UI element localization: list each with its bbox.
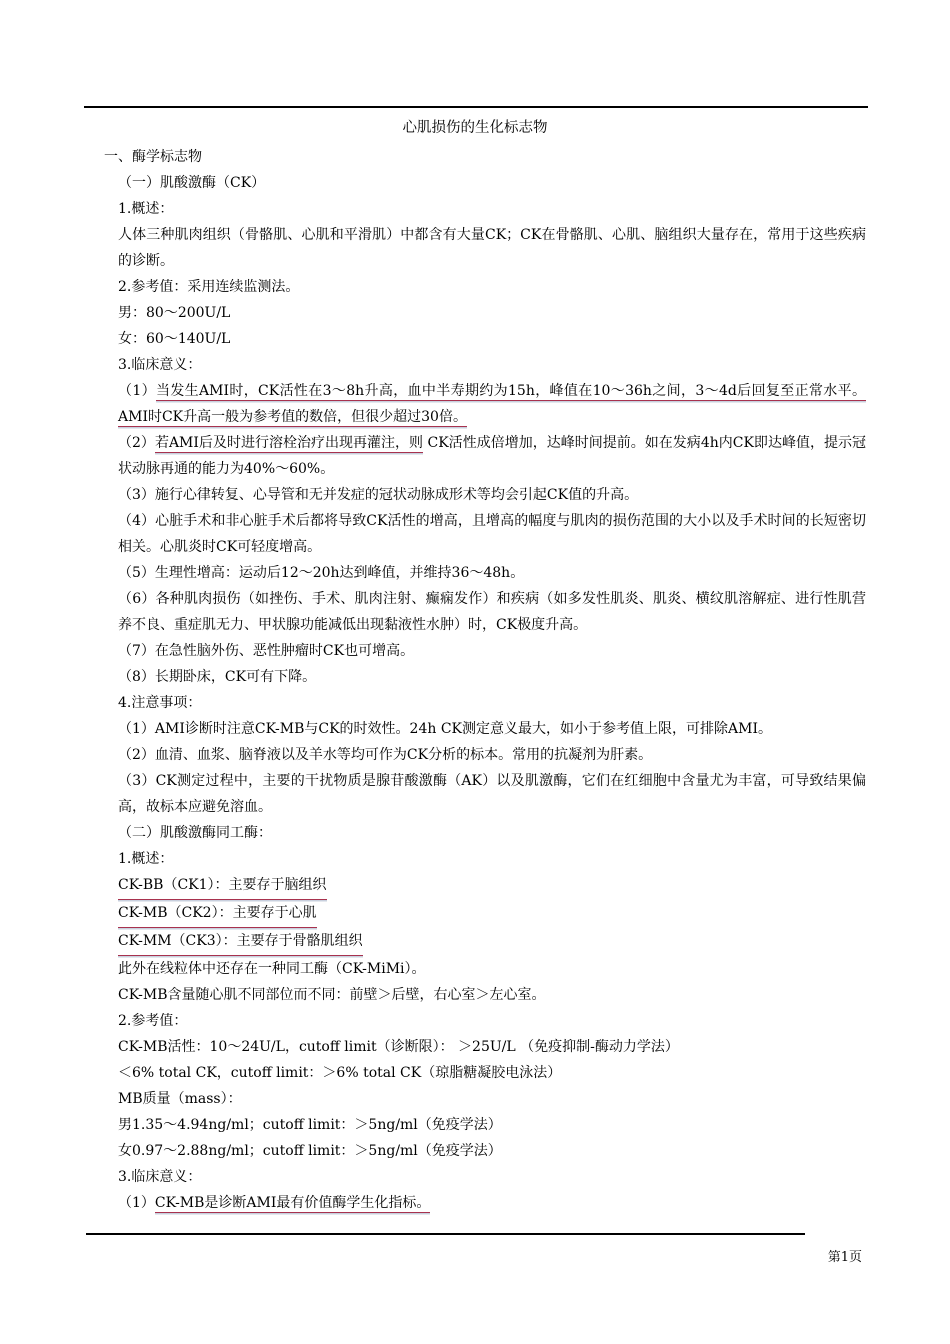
header-rule xyxy=(84,106,868,108)
clinical-point-1 xyxy=(86,378,866,430)
subsection-heading: （一）肌酸激酶（CK） xyxy=(118,175,266,191)
clinical-point-8: （8）长期卧床，CK可有下降。 xyxy=(118,669,317,685)
isoenzyme-ck-bb xyxy=(86,872,866,900)
item-heading: 2.参考值：采用连续监测法。 xyxy=(118,279,300,295)
item-heading: 3.临床意义： xyxy=(118,1169,202,1185)
item-heading: 2.参考值： xyxy=(118,1013,188,1029)
underlined-text: 当发生AMI时，CK活性在3～8h升高，血中半寿期约为15h，峰值在10～36h之间，3～4d后回复至正常水平。AMI时CK升高一般为参考值的数倍，但很少超过30倍。 xyxy=(118,383,866,425)
clinical-point-5: （5）生理性增高：运动后12～20h达到峰值，并维持36～48h。 xyxy=(118,565,525,581)
reference-value: ＜6% total CK，cutoff limit：＞6% total CK（琼脂糖凝胶电泳法） xyxy=(118,1065,562,1081)
reference-value-female: 女：60～140U/L xyxy=(118,331,231,347)
item-heading: 3.临床意义： xyxy=(118,357,202,373)
paragraph-text: CK活性成倍增加，达峰时间提前。如在发病4h内CK即达峰值，提示冠状动脉再通的能力为40%～60%。 xyxy=(118,435,866,477)
paragraph: 此外在线粒体中还存在一种同工酶（CK-MiMi）。 xyxy=(118,961,426,977)
isoenzyme-ck-mm xyxy=(86,928,866,956)
underlined-text: CK-MM（CK3）：主要存于骨骼肌组织 xyxy=(118,928,363,956)
item-heading: MB质量（mass）： xyxy=(118,1091,242,1107)
reference-value: CK-MB活性：10～24U/L，cutoff limit（诊断限）： ＞25U/L （免疫抑制-酶动力学法） xyxy=(118,1039,679,1055)
isoenzyme-clinical-point-1 xyxy=(86,1190,866,1216)
note-3: （3）CK测定过程中，主要的干扰物质是腺苷酸激酶（AK）以及肌激酶，它们在红细胞中含量尤为丰富，可导致结果偏高，故标本应避免溶血。 xyxy=(118,773,866,815)
clinical-point-4: （4）心脏手术和非心脏手术后都将导致CK活性的增高，且增高的幅度与肌肉的损伤范围的大小以及手术时间的长短密切相关。心肌炎时CK可轻度增高。 xyxy=(118,513,866,555)
item-heading: 1.概述： xyxy=(118,851,174,867)
clinical-point-3: （3）施行心律转复、心导管和无并发症的冠状动脉成形术等均会引起CK值的升高。 xyxy=(118,487,639,503)
note-1: （1）AMI诊断时注意CK-MB与CK的时效性。24h CK测定意义最大，如小于参考值上限，可排除AMI。 xyxy=(118,721,772,737)
isoenzyme-ck-mb xyxy=(86,900,866,928)
point-number: （1） xyxy=(118,1195,155,1211)
clinical-point-7: （7）在急性脑外伤、恶性肿瘤时CK也可增高。 xyxy=(118,643,415,659)
item-heading: 1.概述： xyxy=(118,201,174,217)
underlined-text: CK-MB（CK2）：主要存于心肌 xyxy=(118,900,317,928)
subsection-heading: （二）肌酸激酶同工酶： xyxy=(118,825,272,841)
clinical-point-6: （6）各种肌肉损伤（如挫伤、手术、肌肉注射、癫痫发作）和疾病（如多发性肌炎、肌炎、横纹肌溶解症、进行性肌营养不良、重症肌无力、甲状腺功能减低出现黏液性水肿）时，CK极度升高。 xyxy=(118,591,866,633)
reference-value-male: 男1.35～4.94ng/ml；cutoff limit：＞5ng/ml（免疫学法） xyxy=(118,1117,502,1133)
underlined-text: 若AMI后及时进行溶栓治疗出现再灌注，则 xyxy=(154,435,424,451)
reference-value-male: 男：80～200U/L xyxy=(118,305,231,321)
underlined-text: CK-BB（CK1）：主要存于脑组织 xyxy=(118,872,327,900)
document-body xyxy=(86,144,866,1216)
item-heading: 4.注意事项： xyxy=(118,695,202,711)
paragraph: CK-MB含量随心肌不同部位而不同：前壁＞后壁，右心室＞左心室。 xyxy=(118,987,546,1003)
page-number: 第1页 xyxy=(827,1250,862,1265)
underlined-text: CK-MB是诊断AMI最有价值酶学生化指标。 xyxy=(154,1195,431,1211)
footer-rule xyxy=(86,1233,805,1235)
clinical-point-2 xyxy=(86,430,866,482)
point-number: （1） xyxy=(118,383,156,399)
paragraph: 人体三种肌肉组织（骨骼肌、心肌和平滑肌）中都含有大量CK；CK在骨骼肌、心肌、脑组织大量存在，常用于这些疾病的诊断。 xyxy=(118,227,866,269)
document-title: 心肌损伤的生化标志物 xyxy=(402,120,548,136)
point-number: （2） xyxy=(118,435,155,451)
section-heading: 一、酶学标志物 xyxy=(104,149,202,165)
reference-value-female: 女0.97～2.88ng/ml；cutoff limit：＞5ng/ml（免疫学法） xyxy=(118,1143,502,1159)
note-2: （2）血清、血浆、脑脊液以及羊水等均可作为CK分析的标本。常用的抗凝剂为肝素。 xyxy=(118,747,653,763)
